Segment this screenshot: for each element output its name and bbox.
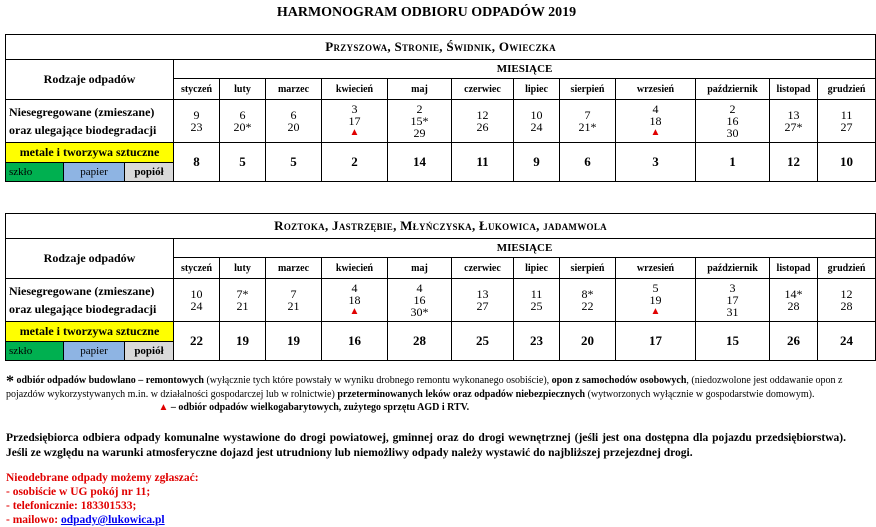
- pickup-day: 20*: [233, 120, 252, 134]
- pickup-day: 26: [476, 120, 489, 134]
- pickup-day: 27*: [784, 120, 803, 134]
- pickup-day: 18 ▲: [616, 115, 695, 139]
- triangle-icon: ▲: [349, 127, 360, 138]
- info-paragraph: Przedsiębiorca odbiera odpady komunalne wystawione do drogi powiatowej, gminnej oraz do drogi wewnętrznej (jeśli jest ona dostępna dla pojazdu przedsiębiorstwa). Jeśli ze względu na warunki atmosferyczne dojazd jest utrudniony lub niemożliwy odpady należy wystawić do najbliższej przejezdnej drogi.: [6, 432, 846, 459]
- pickup-day: 31: [726, 305, 739, 319]
- month-header: październik: [696, 79, 770, 100]
- month-header: luty: [220, 79, 266, 100]
- ash-label: popiół: [124, 342, 173, 360]
- waste-types-label: Rodzaje odpadów: [6, 239, 174, 279]
- month-header: maj: [388, 258, 452, 279]
- legend-medicines: przeterminowanych leków oraz odpadów niebezpiecznych: [337, 389, 586, 400]
- waste-types-label: Rodzaje odpadów: [6, 60, 174, 100]
- pickup-day: 27: [476, 299, 489, 313]
- mixed-label-line1: Niesegregowane (zmieszane): [9, 105, 155, 119]
- months-label: MIESIĄCE: [174, 60, 876, 79]
- locations-header: Przyszowa, Stronie, Świdnik, Owieczka: [6, 35, 876, 60]
- mixed-pickup-dates: [696, 100, 770, 143]
- segregated-pickup-day: 20: [560, 322, 616, 361]
- mixed-pickup-dates: [220, 100, 266, 143]
- mixed-label-line2: oraz ulegające biodegradacji: [9, 123, 157, 137]
- legend-tyres-note: , (niedozwolone jest oddawanie opon z pojazdów wykorzystywanych m.in. w działalności gospodarczej lub w rolnictwie): [6, 375, 843, 400]
- mixed-pickup-dates: [266, 279, 322, 322]
- segregated-pickup-day: 5: [266, 143, 322, 182]
- triangle-icon: ▲: [650, 127, 661, 138]
- pickup-day: 19 ▲: [616, 294, 695, 318]
- month-header: marzec: [266, 258, 322, 279]
- pickup-day: 12: [476, 108, 489, 122]
- mixed-pickup-dates: [616, 100, 696, 143]
- triangle-icon: ▲: [349, 306, 360, 317]
- mixed-pickup-dates: [266, 100, 322, 143]
- mixed-pickup-dates: [514, 100, 560, 143]
- segregated-pickup-day: 26: [770, 322, 818, 361]
- pickup-day: 16: [413, 293, 426, 307]
- pickup-day: 4: [351, 281, 358, 295]
- email-link[interactable]: odpady@lukowica.pl: [60, 514, 165, 526]
- segregated-pickup-day: 3: [616, 143, 696, 182]
- segregated-pickup-day: 6: [560, 143, 616, 182]
- pickup-day: 14*: [784, 287, 803, 301]
- pickup-day: 13: [787, 108, 800, 122]
- segregated-pickup-day: 5: [220, 143, 266, 182]
- pickup-day: 11: [530, 287, 543, 301]
- mixed-pickup-dates: [560, 279, 616, 322]
- segregated-pickup-day: 19: [266, 322, 322, 361]
- months-label: MIESIĄCE: [174, 239, 876, 258]
- pickup-day: 11: [840, 108, 853, 122]
- segregated-pickup-day: 24: [818, 322, 876, 361]
- mixed-pickup-dates: [322, 100, 388, 143]
- triangle-icon: ▲: [158, 402, 169, 413]
- ash-label: popiół: [124, 163, 173, 181]
- pickup-day: 17 ▲: [322, 115, 387, 139]
- segregated-pickup-day: 22: [174, 322, 220, 361]
- mixed-pickup-dates: [770, 100, 818, 143]
- month-header: marzec: [266, 79, 322, 100]
- pickup-day: 28: [840, 299, 853, 313]
- month-header: grudzień: [818, 258, 876, 279]
- pickup-day: 27: [840, 120, 853, 134]
- segregated-pickup-day: 28: [388, 322, 452, 361]
- month-header: październik: [696, 258, 770, 279]
- pickup-day: 3: [351, 102, 358, 116]
- pickup-day: 9: [193, 108, 200, 122]
- page-title: HARMONOGRAM ODBIORU ODPADÓW 2019: [276, 5, 577, 20]
- pickup-day: 30*: [410, 305, 429, 319]
- month-header: sierpień: [560, 258, 616, 279]
- segregated-pickup-day: 10: [818, 143, 876, 182]
- legend-medicines-note: (wytworzonych wyłącznie w gospodarstwie domowym).: [585, 389, 815, 400]
- month-header: grudzień: [818, 79, 876, 100]
- pickup-day: 21: [287, 299, 300, 313]
- pickup-day: 7: [584, 108, 591, 122]
- segregated-pickup-day: 11: [452, 143, 514, 182]
- star-symbol: *: [6, 373, 14, 390]
- mixed-pickup-dates: [452, 279, 514, 322]
- legend-tyres: opon z samochodów osobowych: [551, 375, 687, 386]
- glass-label: szkło: [6, 342, 63, 360]
- pickup-day: 15*: [410, 114, 429, 128]
- mixed-pickup-dates: [174, 100, 220, 143]
- pickup-day: 28: [787, 299, 800, 313]
- segregated-pickup-day: 17: [616, 322, 696, 361]
- month-header: kwiecień: [322, 258, 388, 279]
- segregated-pickup-day: 8: [174, 143, 220, 182]
- legend-bulky-waste: – odbiór odpadów wielkogabarytowych, zużytego sprzętu AGD i RTV.: [170, 402, 470, 413]
- month-header: wrzesień: [616, 79, 696, 100]
- segregated-pickup-day: 15: [696, 322, 770, 361]
- pickup-day: 3: [729, 281, 736, 295]
- pickup-day: 4: [416, 281, 423, 295]
- glass-label: szkło: [6, 163, 63, 181]
- mixed-pickup-dates: [452, 100, 514, 143]
- mixed-pickup-dates: [388, 279, 452, 322]
- mixed-pickup-dates: [560, 100, 616, 143]
- contact-office: - osobiście w UG pokój nr 11;: [6, 486, 151, 498]
- mixed-pickup-dates: [818, 279, 876, 322]
- pickup-day: 24: [530, 120, 543, 134]
- contact-mail-label: - mailowo:: [6, 514, 61, 526]
- contact-block: [6, 471, 199, 527]
- metal-plastic-label: metale i tworzywa sztuczne: [6, 143, 174, 163]
- pickup-day: 13: [476, 287, 489, 301]
- locations-header: Roztoka, Jastrzębie, Młyńczyska, Łukowica, jadamwola: [6, 214, 876, 239]
- pickup-day: 24: [190, 299, 203, 313]
- legend: [6, 374, 846, 414]
- mixed-label-line2: oraz ulegające biodegradacji: [9, 302, 157, 316]
- mixed-pickup-dates: [174, 279, 220, 322]
- contact-phone: - telefonicznie: 183301533;: [6, 500, 137, 512]
- pickup-day: 6: [290, 108, 297, 122]
- pickup-day: 2: [416, 102, 423, 116]
- pickup-day: 4: [652, 102, 659, 116]
- legend-renovation-note: (wyłącznie tych które powstały w wyniku drobnego remontu wykonanego osobiście),: [203, 375, 552, 386]
- mixed-waste-label: [6, 100, 174, 143]
- mixed-label-line1: Niesegregowane (zmieszane): [9, 284, 155, 298]
- mixed-pickup-dates: [770, 279, 818, 322]
- recycling-labels: [6, 163, 174, 182]
- legend-renovation: odbiór odpadów budowlano – remontowych: [16, 375, 204, 386]
- segregated-pickup-day: 12: [770, 143, 818, 182]
- mixed-pickup-dates: [696, 279, 770, 322]
- month-header: sierpień: [560, 79, 616, 100]
- month-header: czerwiec: [452, 258, 514, 279]
- mixed-pickup-dates: [514, 279, 560, 322]
- month-header: czerwiec: [452, 79, 514, 100]
- pickup-day: 7*: [236, 287, 249, 301]
- month-header: listopad: [770, 258, 818, 279]
- month-header: maj: [388, 79, 452, 100]
- pickup-day: 12: [840, 287, 853, 301]
- month-header: lipiec: [514, 258, 560, 279]
- segregated-pickup-day: 16: [322, 322, 388, 361]
- pickup-day: 17: [726, 293, 739, 307]
- month-header: lipiec: [514, 79, 560, 100]
- mixed-pickup-dates: [220, 279, 266, 322]
- pickup-day: 22: [581, 299, 594, 313]
- mixed-pickup-dates: [322, 279, 388, 322]
- pickup-day: 6: [239, 108, 246, 122]
- month-header: listopad: [770, 79, 818, 100]
- schedule-table-2: [5, 213, 876, 361]
- mixed-pickup-dates: [616, 279, 696, 322]
- pickup-day: 5: [652, 281, 659, 295]
- mixed-pickup-dates: [388, 100, 452, 143]
- pickup-day: 25: [530, 299, 543, 313]
- contact-heading: Nieodebrane odpady możemy zgłaszać:: [6, 472, 199, 484]
- contact-mail-line: [6, 513, 199, 527]
- pickup-day: 20: [287, 120, 300, 134]
- mixed-waste-label: [6, 279, 174, 322]
- month-header: wrzesień: [616, 258, 696, 279]
- month-header: luty: [220, 258, 266, 279]
- segregated-pickup-day: 23: [514, 322, 560, 361]
- segregated-pickup-day: 2: [322, 143, 388, 182]
- month-header: styczeń: [174, 79, 220, 100]
- month-header: styczeń: [174, 258, 220, 279]
- pickup-day: 30: [726, 126, 739, 140]
- pickup-day: 29: [413, 126, 426, 140]
- pickup-day: 23: [190, 120, 203, 134]
- pickup-day: 10: [530, 108, 543, 122]
- pickup-day: 21*: [578, 120, 597, 134]
- paper-label: papier: [63, 342, 124, 360]
- pickup-day: 10: [190, 287, 203, 301]
- pickup-day: 7: [290, 287, 297, 301]
- recycling-labels: [6, 342, 174, 361]
- mixed-pickup-dates: [818, 100, 876, 143]
- pickup-day: 18 ▲: [322, 294, 387, 318]
- schedule-table-1: [5, 34, 876, 182]
- segregated-pickup-day: 14: [388, 143, 452, 182]
- segregated-pickup-day: 25: [452, 322, 514, 361]
- segregated-pickup-day: 1: [696, 143, 770, 182]
- pickup-day: 21: [236, 299, 249, 313]
- month-header: kwiecień: [322, 79, 388, 100]
- metal-plastic-label: metale i tworzywa sztuczne: [6, 322, 174, 342]
- pickup-day: 8*: [581, 287, 594, 301]
- segregated-pickup-day: 9: [514, 143, 560, 182]
- paper-label: papier: [63, 163, 124, 181]
- pickup-day: 2: [729, 102, 736, 116]
- triangle-icon: ▲: [650, 306, 661, 317]
- segregated-pickup-day: 19: [220, 322, 266, 361]
- pickup-day: 16: [726, 114, 739, 128]
